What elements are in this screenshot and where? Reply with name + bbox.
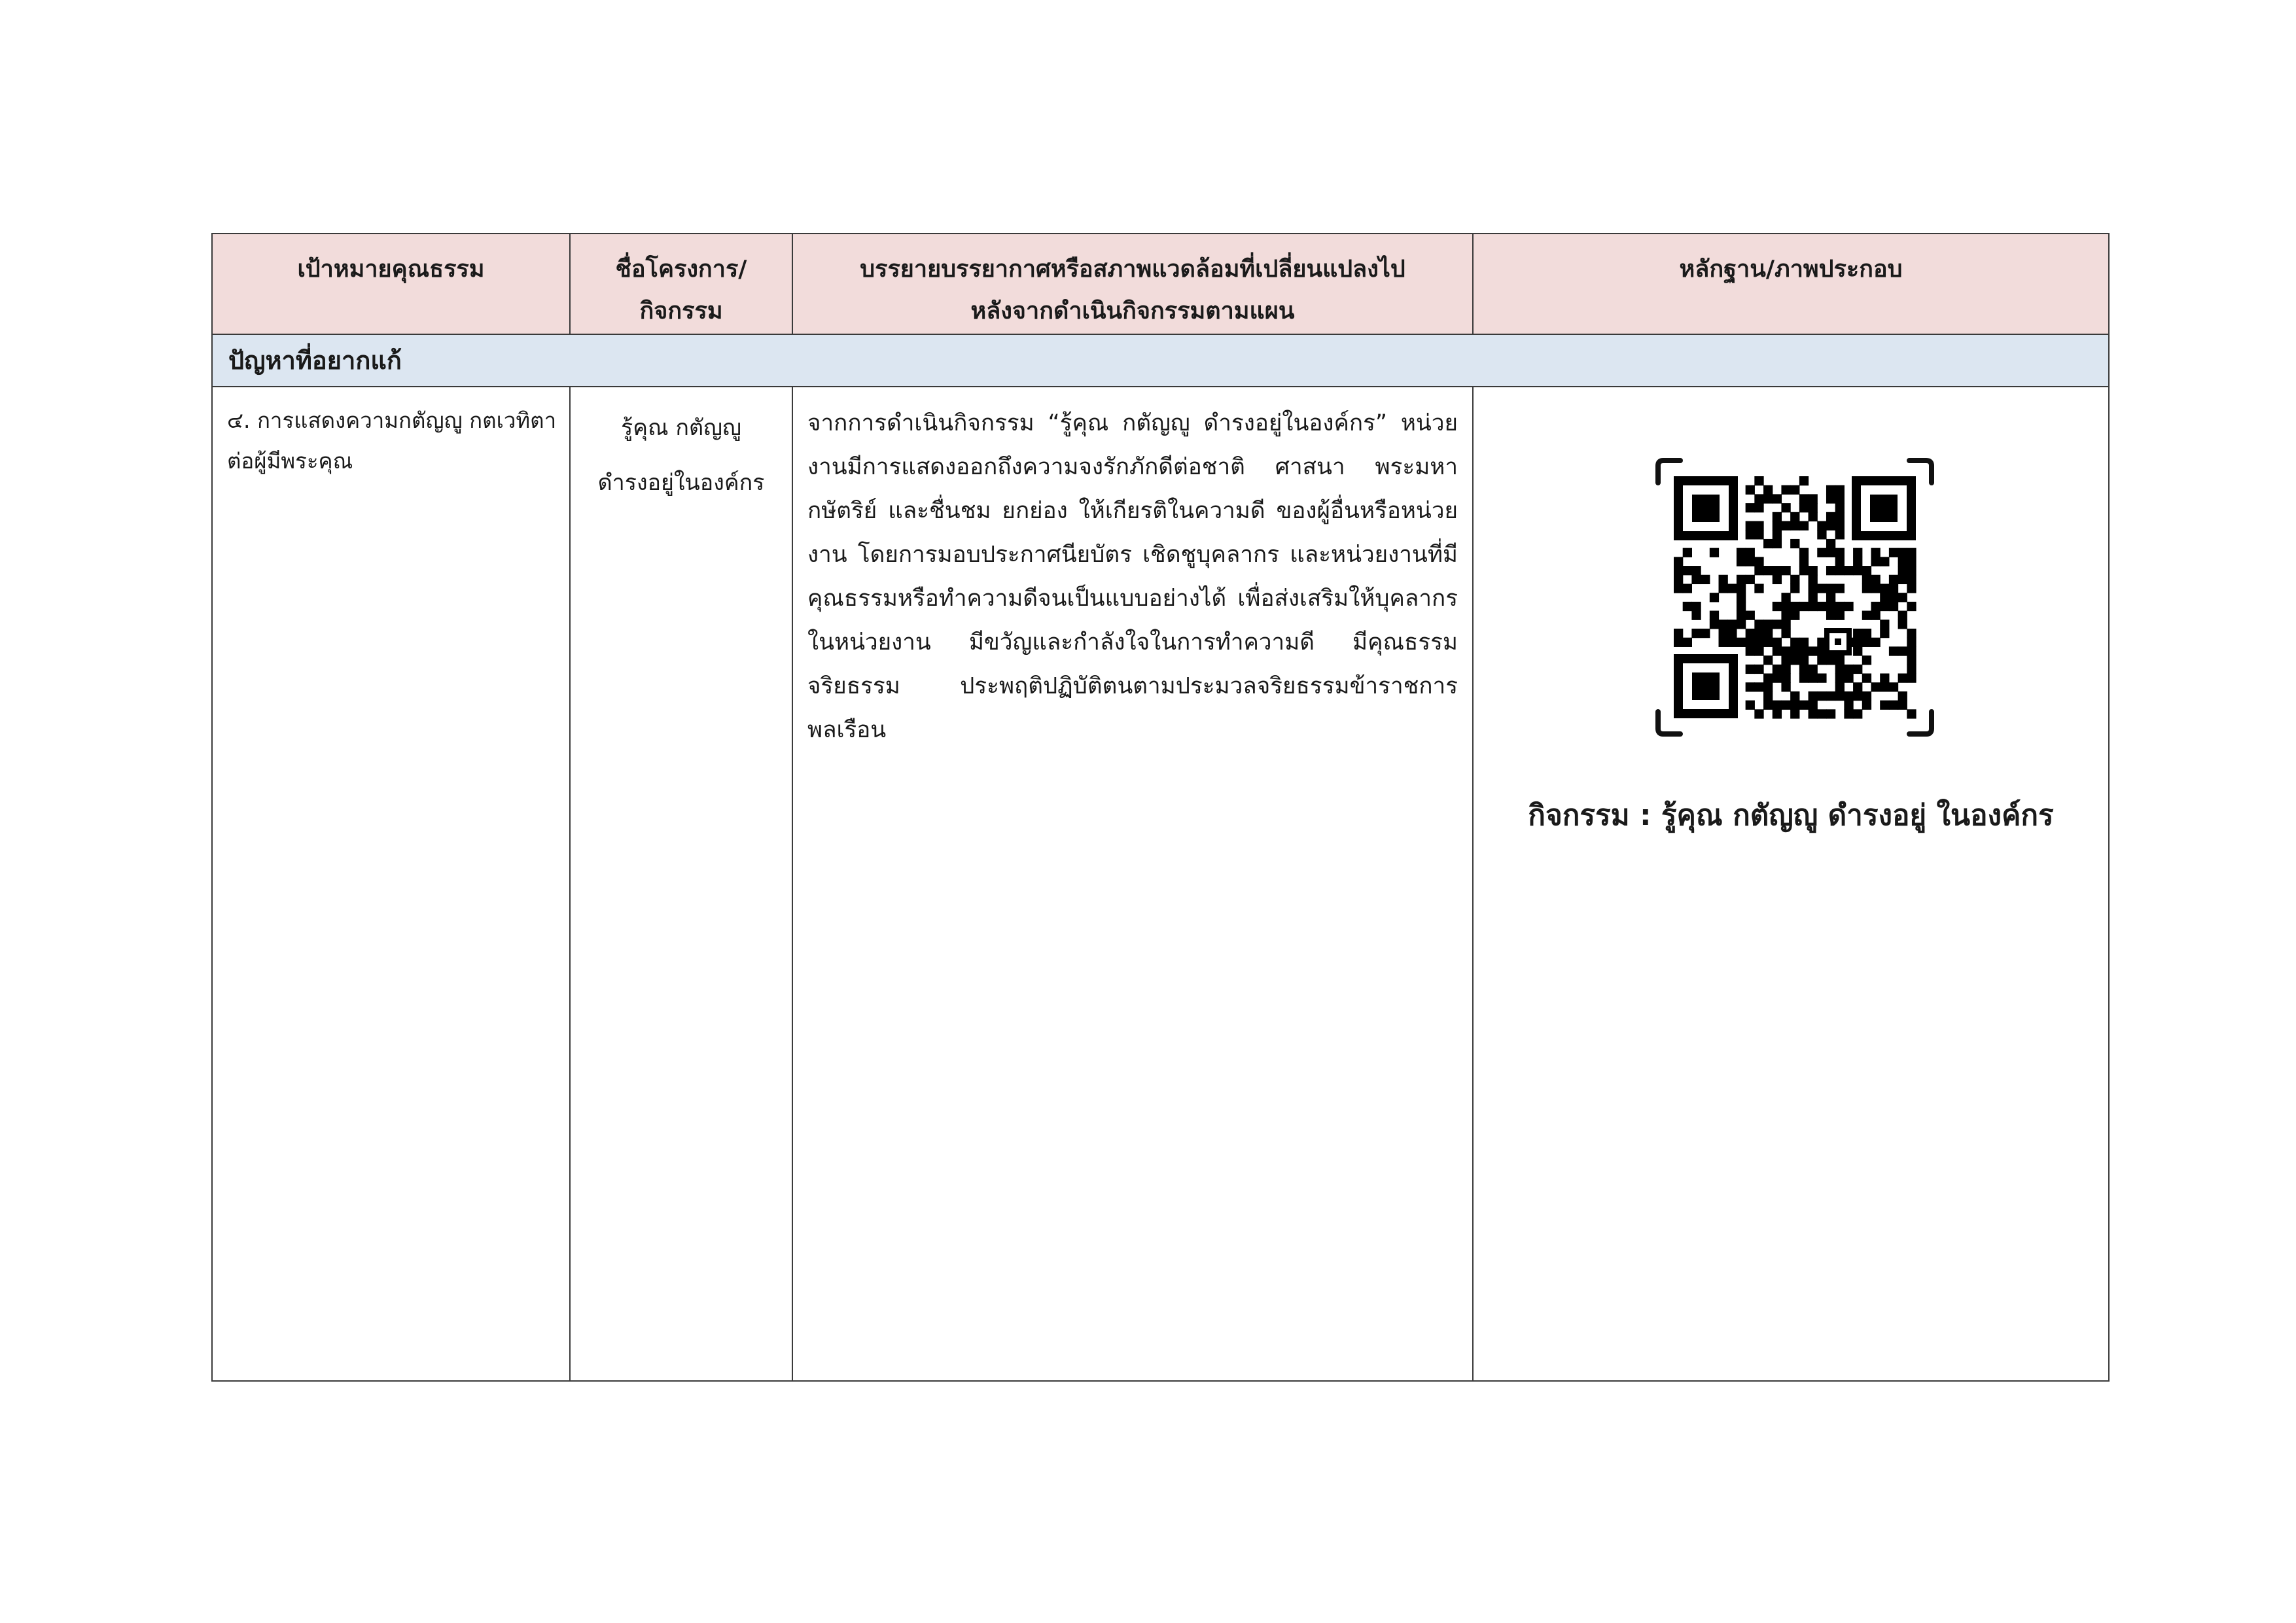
qr-module — [1799, 665, 1809, 674]
table-row — [212, 387, 2109, 1381]
header-description-label: บรรยายบรรยากาศหรือสภาพแวดล้อมที่เปลี่ยนแปลงไป หลังจากดำเนินกิจกรรมตามแผน — [860, 256, 1405, 324]
qr-module — [1719, 620, 1728, 629]
qr-module — [1790, 638, 1799, 647]
qr-module — [1907, 638, 1916, 647]
qr-module — [1799, 655, 1809, 665]
qr-module — [1754, 494, 1763, 503]
qr-module — [1835, 691, 1845, 701]
qr-module — [1727, 629, 1737, 638]
qr-module — [1737, 593, 1746, 602]
qr-module — [1674, 557, 1683, 566]
qr-module — [1889, 646, 1898, 655]
qr-module — [1907, 602, 1916, 611]
qr-module — [1781, 593, 1790, 602]
qr-module — [1817, 521, 1826, 531]
qr-module — [1898, 611, 1907, 620]
qr-module — [1754, 584, 1763, 593]
qr-module — [1763, 629, 1773, 638]
qr-module — [1853, 646, 1862, 655]
qr-module — [1746, 682, 1755, 691]
qr-module — [1790, 539, 1799, 548]
qr-module — [1853, 709, 1862, 718]
qr-module — [1773, 512, 1782, 521]
qr-module — [1737, 575, 1746, 584]
qr-module — [1710, 611, 1719, 620]
qr-module — [1871, 575, 1880, 584]
qr-module — [1835, 602, 1845, 611]
qr-module — [1790, 521, 1799, 531]
qr-module — [1737, 557, 1746, 566]
qr-module — [1674, 629, 1683, 638]
qr-module — [1880, 629, 1889, 638]
qr-module — [1898, 701, 1907, 710]
qr-module — [1701, 629, 1710, 638]
qr-module — [1719, 638, 1728, 647]
qr-module — [1781, 682, 1790, 691]
qr-module — [1754, 646, 1763, 655]
qr-module — [1790, 611, 1799, 620]
qr-module — [1809, 593, 1818, 602]
qr-module — [1880, 557, 1889, 566]
qr-module — [1737, 620, 1746, 629]
qr-module — [1799, 494, 1809, 503]
qr-module — [1710, 593, 1719, 602]
qr-module — [1871, 584, 1880, 593]
header-goal — [212, 234, 570, 334]
qr-module — [1898, 548, 1907, 557]
qr-module — [1781, 646, 1790, 655]
qr-module — [1790, 655, 1799, 665]
qr-module — [1746, 557, 1755, 566]
qr-module — [1683, 584, 1692, 593]
qr-module — [1862, 691, 1871, 701]
qr-module — [1781, 665, 1790, 674]
qr-module — [1853, 691, 1862, 701]
qr-module — [1746, 646, 1755, 655]
qr-module — [1790, 691, 1799, 701]
qr-module — [1790, 701, 1799, 710]
section-row — [212, 334, 2109, 387]
qr-module — [1809, 584, 1818, 593]
qr-module — [1880, 701, 1889, 710]
qr-module — [1853, 682, 1862, 691]
qr-module — [1727, 584, 1737, 593]
qr-module — [1898, 557, 1907, 566]
qr-module — [1844, 691, 1853, 701]
qr-module — [1781, 602, 1790, 611]
qr-module — [1691, 611, 1701, 620]
qr-module — [1746, 665, 1755, 674]
qr-module — [1790, 485, 1799, 495]
qr-module — [1907, 646, 1916, 655]
qr-module — [1754, 476, 1763, 485]
qr-module — [1799, 476, 1809, 485]
qr-module — [1799, 548, 1809, 557]
qr-module — [1781, 673, 1790, 682]
qr-module — [1746, 638, 1755, 647]
qr-module — [1781, 485, 1790, 495]
qr-module — [1773, 521, 1782, 531]
qr-module — [1853, 638, 1862, 647]
qr-module — [1683, 548, 1692, 557]
qr-module — [1853, 665, 1862, 674]
qr-module — [1746, 521, 1755, 531]
qr-module — [1826, 548, 1835, 557]
qr-module — [1817, 602, 1826, 611]
qr-module — [1826, 512, 1835, 521]
project-cell — [570, 387, 792, 1381]
qr-module — [1871, 638, 1880, 647]
qr-module — [1835, 584, 1845, 593]
header-project — [570, 234, 792, 334]
qr-module — [1799, 557, 1809, 566]
qr-module — [1683, 566, 1692, 575]
qr-module — [1799, 646, 1809, 655]
evidence-cell — [1473, 387, 2109, 1381]
qr-module — [1907, 566, 1916, 575]
goal-text-line1: ๔. การแสดงความกตัญญู กตเวทิตา — [227, 408, 557, 433]
qr-module — [1853, 548, 1862, 557]
qr-module — [1746, 530, 1755, 539]
qr-module — [1737, 584, 1746, 593]
qr-module — [1719, 575, 1728, 584]
qr-module — [1790, 602, 1799, 611]
qr-module — [1907, 673, 1916, 682]
qr-module — [1790, 575, 1799, 584]
qr-module — [1799, 503, 1809, 512]
qr-module — [1763, 682, 1773, 691]
qr-module — [1809, 701, 1818, 710]
description-text: จากการดำเนินกิจกรรม “รู้คุณ กตัญญู ดำรงอยู่ในองค์กร” หน่วยงานมีการแสดงออกถึงความจงรักภักดีต่อชาติ ศาสนา พระมหากษัตริย์ และชื่นชม ยกย่อง ให้เกียรติในความดี ของผู้อื่นหรือหน่วยงาน โดยการมอบประกาศนียบัตร เชิดชูบุคลากร และหน่วยงานที่มีคุณธรรมหรือทำความดีจนเป็นแบบอย่างได้ เพื่อส่งเสริมให้บุคลากรในหน่วยงาน มีขวัญและกำลังใจในการทำความดี มีคุณธรรม จริยธรรม ประพฤติปฏิบัติตนตามประมวลจริยธรรมข้าราชการพลเรือน — [807, 410, 1458, 743]
qr-module — [1781, 521, 1790, 531]
qr-module — [1727, 620, 1737, 629]
qr-module — [1763, 539, 1773, 548]
goal-cell — [212, 387, 570, 1381]
qr-module — [1889, 548, 1898, 557]
qr-module — [1737, 611, 1746, 620]
qr-module — [1809, 512, 1818, 521]
qr-module — [1691, 602, 1701, 611]
qr-module — [1754, 682, 1763, 691]
qr-module — [1844, 602, 1853, 611]
qr-module — [1907, 557, 1916, 566]
qr-module — [1781, 629, 1790, 638]
qr-module — [1746, 611, 1755, 620]
qr-module — [1889, 682, 1898, 691]
qr-module — [1835, 682, 1845, 691]
qr-module — [1701, 575, 1710, 584]
header-evidence-label: หลักฐาน/ภาพประกอบ — [1679, 256, 1903, 283]
qr-module — [1799, 602, 1809, 611]
qr-module — [1809, 709, 1818, 718]
qr-module — [1853, 566, 1862, 575]
qr-module — [1691, 566, 1701, 575]
qr-module — [1880, 620, 1889, 629]
qr-module — [1809, 691, 1818, 701]
qr-module — [1889, 575, 1898, 584]
qr-module — [1773, 673, 1782, 682]
qr-module — [1907, 655, 1916, 665]
qr-module — [1889, 593, 1898, 602]
qr-module — [1754, 566, 1763, 575]
qr-module — [1773, 638, 1782, 647]
qr-module — [1809, 494, 1818, 503]
qr-module — [1844, 673, 1853, 682]
qr-module — [1862, 638, 1871, 647]
qr-module — [1817, 709, 1826, 718]
qr-module — [1754, 620, 1763, 629]
qr-module — [1826, 539, 1835, 548]
qr-module — [1907, 665, 1916, 674]
qr-module — [1799, 566, 1809, 575]
qr-module — [1683, 638, 1692, 647]
qr-module — [1746, 548, 1755, 557]
qr-module — [1826, 584, 1835, 593]
qr-module — [1853, 629, 1862, 638]
qr-module — [1835, 494, 1845, 503]
qr-module — [1754, 557, 1763, 566]
qr-module — [1737, 638, 1746, 647]
qr-module — [1773, 602, 1782, 611]
qr-module — [1674, 575, 1683, 584]
qr-module — [1809, 646, 1818, 655]
qr-module — [1773, 701, 1782, 710]
qr-module — [1835, 566, 1845, 575]
qr-module — [1862, 611, 1871, 620]
qr-module — [1809, 566, 1818, 575]
qr-module — [1809, 602, 1818, 611]
qr-module — [1880, 584, 1889, 593]
qr-module — [1862, 566, 1871, 575]
qr-module — [1898, 646, 1907, 655]
evidence-caption: กิจกรรม : รู้คุณ กตัญญู ดำรงอยู่ ในองค์กร — [1528, 799, 2054, 832]
qr-module — [1683, 602, 1692, 611]
qr-module — [1674, 584, 1683, 593]
qr-module — [1781, 503, 1790, 512]
goal-text-line2: ต่อผู้มีพระคุณ — [227, 448, 353, 474]
header-evidence — [1473, 234, 2109, 334]
qr-module — [1799, 638, 1809, 647]
qr-module — [1674, 638, 1683, 647]
qr-module — [1817, 548, 1826, 557]
qr-module — [1817, 673, 1826, 682]
qr-module — [1826, 593, 1835, 602]
qr-module — [1691, 629, 1701, 638]
qr-module — [1907, 629, 1916, 638]
qr-module — [1781, 611, 1790, 620]
qr-module — [1746, 575, 1755, 584]
qr-module — [1844, 665, 1853, 674]
qr-module — [1799, 673, 1809, 682]
qr-module — [1871, 611, 1880, 620]
qr-module — [1754, 521, 1763, 531]
qr-module — [1862, 629, 1871, 638]
qr-module — [1763, 655, 1773, 665]
qr-module — [1763, 566, 1773, 575]
qr-code-graphic — [1654, 457, 1935, 738]
qr-module — [1889, 584, 1898, 593]
qr-module — [1773, 665, 1782, 674]
qr-module — [1817, 530, 1826, 539]
qr-module — [1862, 673, 1871, 682]
qr-module — [1763, 485, 1773, 495]
qr-module — [1835, 485, 1845, 495]
qr-module — [1826, 611, 1835, 620]
qr-module — [1790, 584, 1799, 593]
qr-module — [1898, 673, 1907, 682]
qr-module — [1781, 620, 1790, 629]
qr-module — [1773, 709, 1782, 718]
qr-module — [1773, 575, 1782, 584]
qr-module — [1790, 512, 1799, 521]
qr-module — [1862, 701, 1871, 710]
qr-module — [1844, 701, 1853, 710]
qr-module — [1817, 691, 1826, 701]
qr-module — [1826, 655, 1835, 665]
qr-module — [1754, 629, 1763, 638]
qr-module — [1763, 691, 1773, 701]
qr-module — [1691, 575, 1701, 584]
project-name-line1: รู้คุณ กตัญญู — [621, 415, 741, 441]
qr-module — [1871, 548, 1880, 557]
qr-module — [1907, 575, 1916, 584]
qr-module — [1773, 620, 1782, 629]
qr-module — [1844, 709, 1853, 718]
description-cell — [792, 387, 1473, 1381]
qr-module — [1809, 575, 1818, 584]
qr-module — [1862, 575, 1871, 584]
qr-module — [1754, 638, 1763, 647]
qr-module — [1871, 557, 1880, 566]
qr-module — [1746, 629, 1755, 638]
qr-module — [1790, 709, 1799, 718]
qr-module — [1898, 620, 1907, 629]
qr-module — [1826, 494, 1835, 503]
qr-module — [1763, 620, 1773, 629]
qr-module — [1763, 494, 1773, 503]
qr-module — [1746, 701, 1755, 710]
qr-module — [1835, 673, 1845, 682]
qr-module — [1763, 673, 1773, 682]
qr-module — [1809, 503, 1818, 512]
qr-module — [1754, 530, 1763, 539]
qr-module — [1746, 503, 1755, 512]
qr-module — [1853, 557, 1862, 566]
qr-module — [1826, 602, 1835, 611]
header-project-label: ชื่อโครงการ/ กิจกรรม — [615, 256, 747, 324]
qr-module — [1674, 566, 1683, 575]
qr-module — [1889, 701, 1898, 710]
qr-module — [1781, 701, 1790, 710]
qr-module — [1727, 638, 1737, 647]
qr-module — [1826, 566, 1835, 575]
qr-module — [1719, 629, 1728, 638]
qr-module — [1835, 548, 1845, 557]
qr-module — [1781, 566, 1790, 575]
qr-module — [1809, 665, 1818, 674]
section-title: ปัญหาที่อยากแก้ — [212, 334, 2109, 387]
qr-module — [1719, 584, 1728, 593]
qr-module — [1781, 655, 1790, 665]
qr-module — [1809, 673, 1818, 682]
qr-module — [1835, 557, 1845, 566]
qr-module — [1826, 521, 1835, 531]
qr-module — [1737, 548, 1746, 557]
qr-module — [1835, 512, 1845, 521]
qr-module — [1799, 521, 1809, 531]
qr-module — [1826, 691, 1835, 701]
qr-module — [1835, 665, 1845, 674]
qr-module — [1746, 485, 1755, 495]
qr-module — [1907, 584, 1916, 593]
qr-module — [1826, 709, 1835, 718]
qr-module — [1835, 503, 1845, 512]
qr-module — [1754, 503, 1763, 512]
qr-module — [1773, 494, 1782, 503]
qr-module — [1880, 593, 1889, 602]
qr-module — [1790, 646, 1799, 655]
qr-module — [1835, 530, 1845, 539]
project-name-line2: ดำรงอยู่ในองค์กร — [597, 470, 765, 496]
qr-module — [1737, 602, 1746, 611]
qr-module — [1773, 566, 1782, 575]
qr-module — [1763, 638, 1773, 647]
qr-module — [1862, 584, 1871, 593]
qr-module — [1907, 548, 1916, 557]
qr-module — [1763, 701, 1773, 710]
qr-module — [1835, 655, 1845, 665]
qr-module — [1898, 593, 1907, 602]
qr-module — [1835, 521, 1845, 531]
qr-module — [1898, 691, 1907, 701]
qr-module — [1799, 701, 1809, 710]
qr-module — [1898, 566, 1907, 575]
qr-module — [1862, 655, 1871, 665]
qr-module — [1773, 530, 1782, 539]
qr-module — [1907, 709, 1916, 718]
qr-module — [1880, 673, 1889, 682]
qr-module — [1898, 575, 1907, 584]
qr-module — [1817, 655, 1826, 665]
header-goal-label: เป้าหมายคุณธรรม — [297, 256, 485, 283]
qr-code-icon[interactable] — [1654, 457, 1935, 738]
header-description — [792, 234, 1473, 334]
qr-module — [1871, 682, 1880, 691]
qr-module — [1710, 548, 1719, 557]
qr-module — [1773, 646, 1782, 655]
qr-module — [1880, 602, 1889, 611]
qr-module — [1710, 620, 1719, 629]
qr-module — [1754, 665, 1763, 674]
qr-module — [1826, 485, 1835, 495]
qr-module — [1880, 682, 1889, 691]
qr-module — [1844, 566, 1853, 575]
qr-module — [1773, 539, 1782, 548]
qr-module — [1871, 602, 1880, 611]
merit-report-table — [211, 233, 2110, 1382]
qr-module — [1889, 602, 1898, 611]
qr-module — [1817, 584, 1826, 593]
qr-module — [1835, 611, 1845, 620]
qr-module — [1754, 709, 1763, 718]
header-row — [212, 234, 2109, 334]
